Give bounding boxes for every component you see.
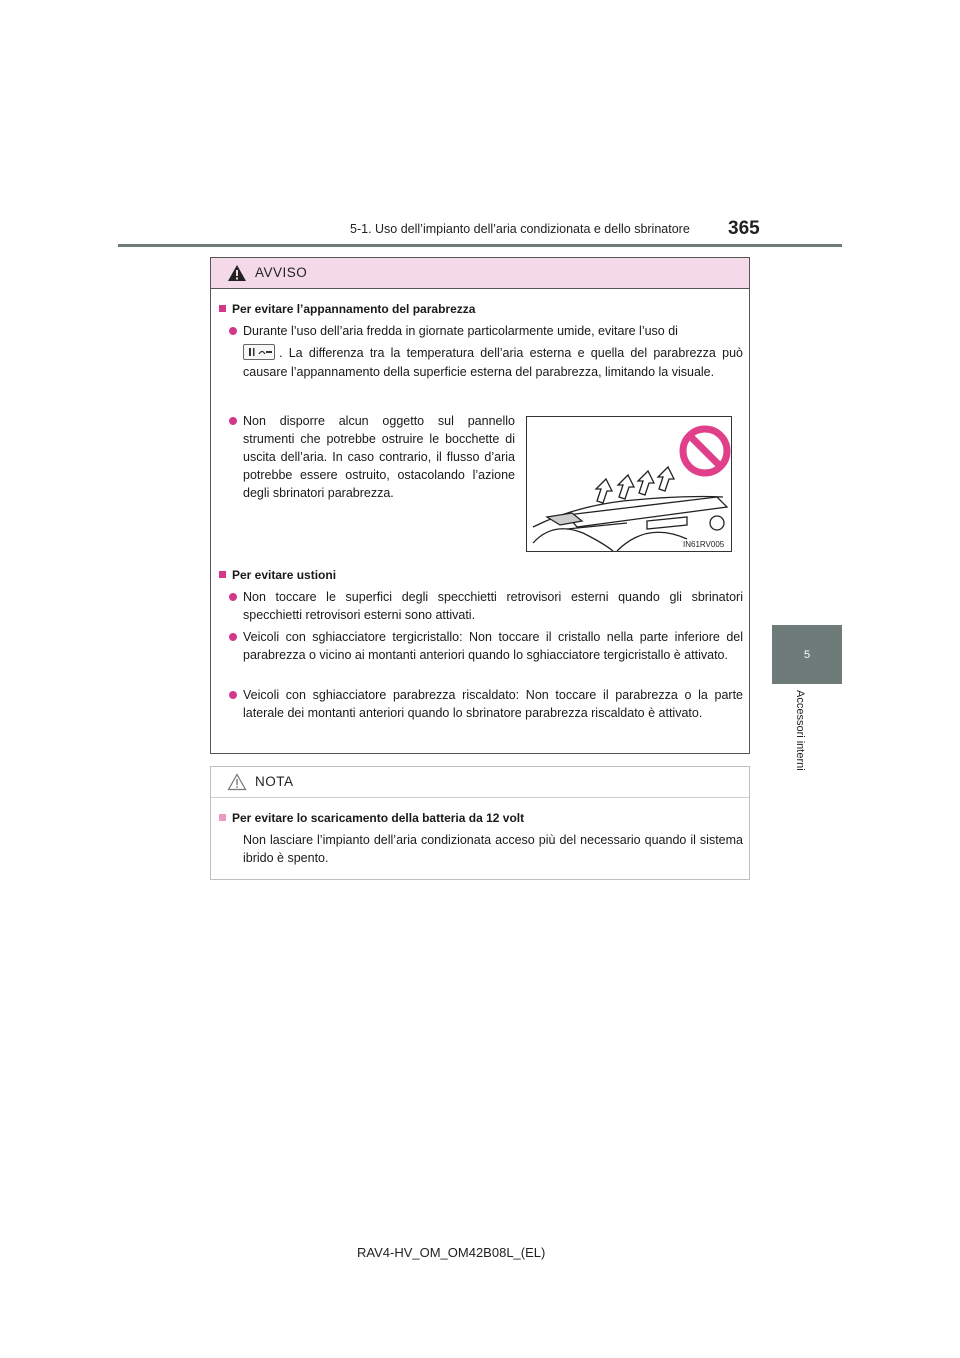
- bullet-paragraph: Non toccare le superfici degli specchietti retrovisori esterni quando gli sbrinatori specchietti retrovisori esterni sono attivati.: [243, 588, 743, 624]
- note-header: [211, 767, 749, 798]
- subsection-heading: Per evitare ustioni: [219, 568, 336, 582]
- bullet-icon: [227, 412, 239, 430]
- bullet-paragraph-continued: . La differenza tra la temperatura dell’aria esterna e quella del parabrezza può causare l’appannamento della superficie esterna del parabrezza, limitando la visuale.: [243, 346, 743, 379]
- bullet-paragraph: Veicoli con sghiacciatore parabrezza riscaldato: Non toccare il parabrezza o la parte laterale dei montanti anteriori quando lo sbrinatore parabrezza riscaldato è attivato.: [243, 686, 743, 722]
- subsection-heading: Per evitare lo scaricamento della batteria da 12 volt: [219, 811, 524, 825]
- chapter-number: 5: [803, 648, 811, 661]
- note-title: NOTA: [255, 774, 294, 789]
- subsection-heading: Per evitare l’appannamento del parabrezza: [219, 302, 475, 316]
- recirculation-button-icon: [243, 344, 275, 360]
- page-number: 365: [728, 218, 760, 239]
- bullet-paragraph: Non disporre alcun oggetto sul pannello strumenti che potrebbe ostruire le bocchette di uscita dell’aria. In caso contrario, il flusso d’aria potrebbe essere ostruito, ostacolando l’azione degli sbrinatori parabrezza.: [243, 412, 515, 502]
- document-code: RAV4-HV_OM_OM42B08L_(EL): [357, 1245, 546, 1260]
- note-box: [210, 766, 750, 880]
- warning-triangle-icon: [227, 264, 247, 282]
- bullet-icon: [227, 628, 239, 646]
- bullet-icon: [227, 322, 239, 340]
- note-paragraph: Non lasciare l’impianto dell’aria condizionata acceso più del necessario quando il sistema ibrido è spento.: [243, 833, 743, 865]
- warning-title: AVVISO: [255, 265, 308, 280]
- bullet-paragraph: Veicoli con sghiacciatore tergicristallo: Non toccare il cristallo nella parte inferiore del parabrezza o vicino ai montanti anteriori quando lo sghiacciatore tergicristallo è attivato.: [243, 628, 743, 664]
- section-title: 5-1. Uso dell’impianto dell’aria condizionata e dello sbrinatore: [350, 222, 690, 236]
- square-bullet-icon: [219, 571, 226, 578]
- chapter-label: Accessori interni: [794, 690, 806, 771]
- dashboard-illustration: [526, 416, 732, 552]
- bullet-icon: [227, 686, 239, 704]
- dashboard-airflow-drawing: [527, 417, 732, 552]
- warning-header: [211, 258, 749, 289]
- chapter-tab: [772, 625, 842, 684]
- header-rule: [118, 244, 842, 247]
- caution-outline-triangle-icon: [227, 773, 247, 791]
- illustration-code: IN61RV005: [683, 540, 725, 549]
- square-bullet-icon: [219, 814, 226, 821]
- bullet-paragraph: Durante l’uso dell’aria fredda in giornate particolarmente umide, evitare l’uso di: [243, 322, 743, 340]
- warning-box: [210, 257, 750, 754]
- bullet-icon: [227, 588, 239, 606]
- square-bullet-icon: [219, 305, 226, 312]
